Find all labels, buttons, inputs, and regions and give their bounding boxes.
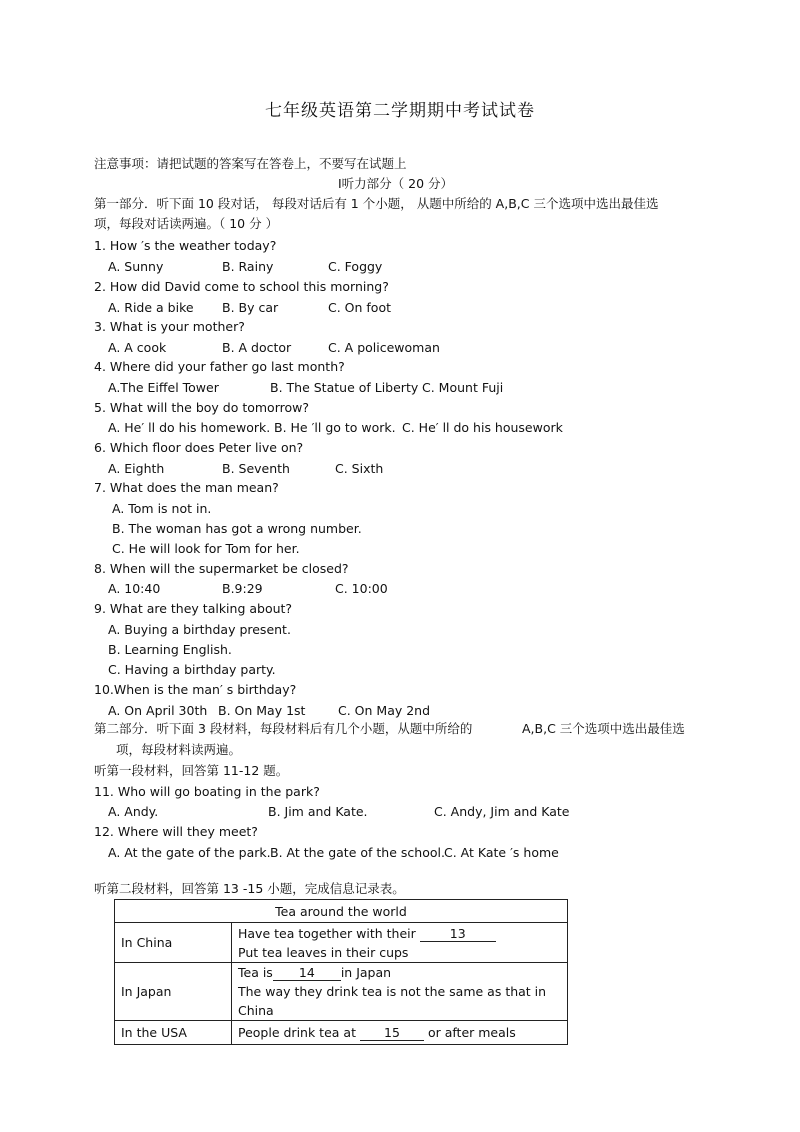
option-3c: C. A policewoman — [328, 340, 440, 355]
option-6b: B. Seventh — [222, 461, 290, 476]
option-11b: B. Jim and Kate. — [268, 804, 368, 819]
part1-instructions: 第一部分．听下面 10 段对话， 每段对话后有 1 个小题， 从题中所给的 A,B,C 三个选项中选出最佳选 — [94, 196, 659, 211]
option-7b: B. The woman has got a wrong number. — [112, 521, 362, 536]
table-text: Put tea leaves in their cups — [238, 944, 409, 960]
table-cell-content — [232, 963, 568, 1021]
answer-blank: 14 — [273, 966, 341, 981]
option-6a: A. Eighth — [108, 461, 165, 476]
option-6c: C. Sixth — [335, 461, 384, 476]
option-8a: A. 10:40 — [108, 581, 161, 596]
table-text: Tea is — [238, 965, 273, 980]
option-10a: A. On April 30th — [108, 703, 208, 718]
part2-instructions: 第二部分．听下面 3 段材料，每段材料后有几个小题，从题中所给的 — [94, 721, 473, 736]
question-8: 8. When will the supermarket be closed? — [94, 561, 349, 576]
table-row — [115, 923, 568, 963]
option-1b: B. Rainy — [222, 259, 274, 274]
option-5a: A. He′ ll do his homework. — [108, 420, 271, 435]
answer-blank: 15 — [360, 1026, 424, 1041]
option-12b: B. At the gate of the school. — [270, 845, 445, 860]
question-11: 11. Who will go boating in the park? — [94, 784, 320, 799]
table-cell-content — [232, 923, 568, 963]
option-8b: B.9:29 — [222, 581, 263, 596]
option-12a: A. At the gate of the park. — [108, 845, 271, 860]
option-11c: C. Andy, Jim and Kate — [434, 804, 570, 819]
table-row — [115, 1021, 568, 1045]
material-1-heading: 听第一段材料，回答第 11-12 题。 — [94, 763, 289, 778]
option-12c: C. At Kate ′s home — [444, 845, 559, 860]
table-row — [115, 963, 568, 1021]
part1-instructions-cont: 项，每段对话读两遍。（ 10 分 ） — [94, 216, 279, 231]
option-7c: C. He will look for Tom for her. — [112, 541, 300, 556]
tea-record-table — [114, 899, 568, 1045]
question-4: 4. Where did your father go last month? — [94, 359, 345, 374]
question-1: 1. How ′s the weather today? — [94, 238, 277, 253]
page-title: 七年级英语第二学期期中考试试卷 — [265, 101, 535, 121]
table-text: or after meals — [427, 1025, 516, 1040]
question-5: 5. What will the boy do tomorrow? — [94, 400, 309, 415]
table-header: Tea around the world — [115, 900, 568, 923]
table-text: People drink tea at — [238, 1025, 356, 1040]
question-12: 12. Where will they meet? — [94, 824, 258, 839]
option-4c: C. Mount Fuji — [422, 380, 504, 395]
option-3b: B. A doctor — [222, 340, 292, 355]
question-7: 7. What does the man mean? — [94, 480, 279, 495]
option-11a: A. Andy. — [108, 804, 159, 819]
option-2a: A. Ride a bike — [108, 300, 194, 315]
option-9b: B. Learning English. — [108, 642, 232, 657]
option-10b: B. On May 1st — [218, 703, 306, 718]
table-cell-place: In the USA — [115, 1021, 232, 1045]
option-3a: A. A cook — [108, 340, 167, 355]
question-3: 3. What is your mother? — [94, 319, 245, 334]
option-1c: C. Foggy — [328, 259, 383, 274]
option-9c: C. Having a birthday party. — [108, 662, 276, 677]
option-9a: A. Buying a birthday present. — [108, 622, 291, 637]
material-2-heading: 听第二段材料，回答第 13 -15 小题，完成信息记录表。 — [94, 881, 405, 896]
option-2c: C. On foot — [328, 300, 392, 315]
question-6: 6. Which floor does Peter live on? — [94, 440, 304, 455]
section-heading: Ⅰ听力部分（ 20 分） — [338, 176, 454, 191]
option-5b: B. He ′ll go to work. — [274, 420, 396, 435]
answer-blank: 13 — [420, 927, 496, 942]
table-text: Have tea together with their — [238, 925, 416, 941]
option-7a: A. Tom is not in. — [112, 501, 212, 516]
option-4b: B. The Statue of Liberty — [270, 380, 419, 395]
table-cell-place: In Japan — [115, 963, 232, 1021]
option-1a: A. Sunny — [108, 259, 164, 274]
part2-instructions-right: A,B,C 三个选项中选出最佳选 — [522, 721, 685, 736]
option-8c: C. 10:00 — [335, 581, 388, 596]
question-2: 2. How did David come to school this morning? — [94, 279, 389, 294]
option-5c: C. He′ ll do his housework — [402, 420, 563, 435]
part2-instructions-cont: 项，每段材料读两遍。 — [116, 742, 242, 757]
table-cell-place: In China — [115, 923, 232, 963]
option-4a: A.The Eiffel Tower — [108, 380, 219, 395]
table-cell-content — [232, 1021, 568, 1045]
question-10: 10.When is the man′ s birthday? — [94, 682, 297, 697]
table-text: in Japan — [340, 965, 392, 980]
table-text: The way they drink tea is not the same as that in China — [238, 984, 547, 1018]
question-9: 9. What are they talking about? — [94, 601, 293, 616]
option-2b: B. By car — [222, 300, 279, 315]
notice-text: 注意事项：请把试题的答案写在答卷上，不要写在试题上 — [94, 156, 407, 171]
option-10c: C. On May 2nd — [338, 703, 431, 718]
